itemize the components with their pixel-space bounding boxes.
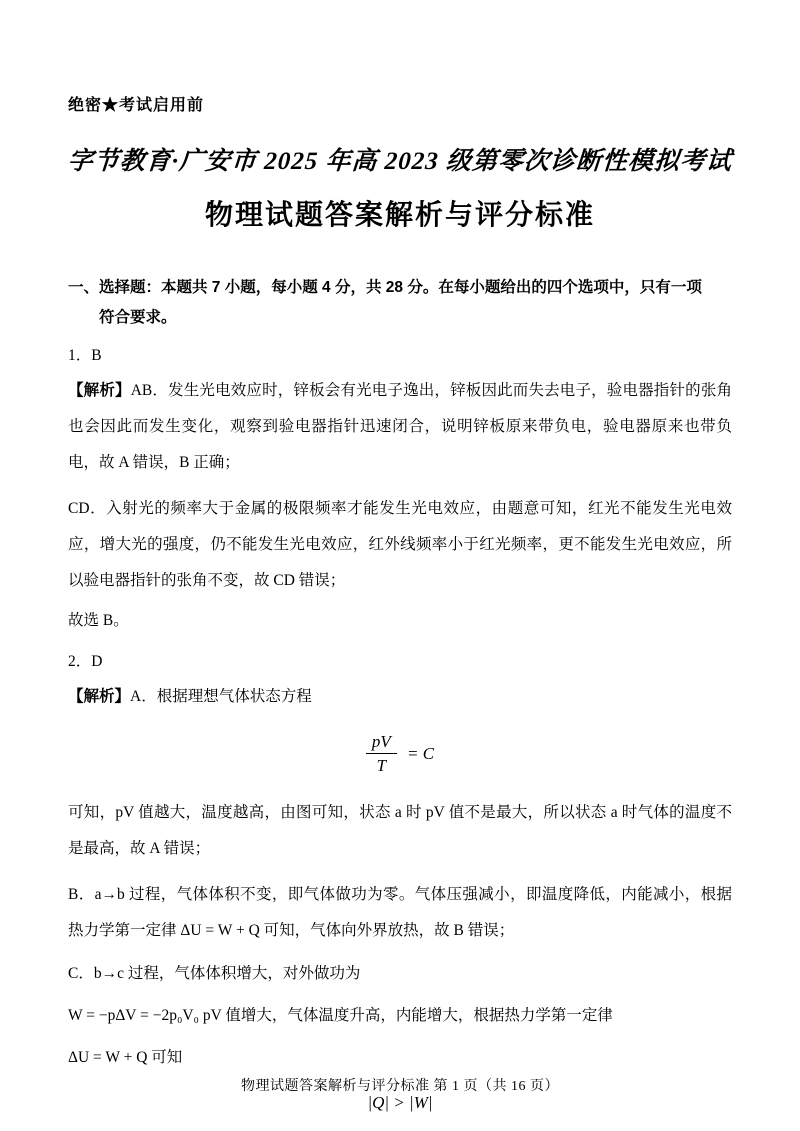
section-instructions xyxy=(68,273,732,333)
question1-analysis-ab-text: AB．发生光电效应时，锌板会有光电子逸出，锌板因此而失去电子，验电器指针的张角也会因此而发生变化，观察到验电器指针迅速闭合，说明锌板原来带负电，验电器原来也带负电，故 A 错误，B 正确； xyxy=(68,382,732,471)
exam-session-title: 字节教育·广安市 2025 年高 2023 级第零次诊断性模拟考试 xyxy=(66,148,734,175)
question2-answer: 2．D xyxy=(68,653,103,670)
question2-analysis-a-intro-text: A．根据理想气体状态方程 xyxy=(130,688,312,705)
question2-analysis-b xyxy=(68,877,732,949)
question2-analysis-c-line2: W = −pΔV = −2p₀V₀ pV 值增大，气体温度升高，内能增大，根据热力学第一定律 xyxy=(68,1006,613,1024)
question2-analysis-b-text: B．a→b 过程，气体体积不变，即气体做功为零。气体压强减小，即温度降低，内能减小，根据热力学第一定律 ΔU = W + Q 可知，气体向外界放热，故 B 错误； xyxy=(68,885,732,939)
question1-analysis-ab xyxy=(68,373,732,481)
fraction-denominator: T xyxy=(376,756,387,776)
question2-analysis-a-text xyxy=(68,795,732,867)
analysis-label: 【解析】 xyxy=(68,688,131,705)
section-instructions-line1: 一、选择题：本题共 7 小题，每小题 4 分，共 28 分。在每小题给出的四个选项中，只有一项 xyxy=(68,279,702,296)
formula-right-side: = C xyxy=(407,743,435,763)
question2-analysis-a-intro xyxy=(68,679,732,715)
ideal-gas-fraction xyxy=(366,731,397,777)
qw-inequality-formula: |Q| > |W| xyxy=(367,1092,433,1112)
analysis-label: 【解析】 xyxy=(68,382,131,399)
section-instructions-line2: 符合要求。 xyxy=(99,309,177,326)
question1-analysis-cd-text: CD．入射光的频率大于金属的极限频率才能发生光电效应，由题意可知，红光不能发生光电效应，增大光的强度，仍不能发生光电效应，红外线频率小于红光频率，更不能发生光电效应，所以验电器指针的张角不变，故 CD 错误； xyxy=(68,500,732,589)
classification-banner: 绝密★考试启用前 xyxy=(68,97,205,114)
fraction-numerator: pV xyxy=(366,731,397,754)
question2-analysis-c-line1: C．b→c 过程，气体体积增大，对外做功为 xyxy=(68,964,361,982)
question2-analysis-c-line3: ΔU = W + Q 可知 xyxy=(68,1048,183,1066)
question1-conclusion: 故选 B。 xyxy=(68,612,129,629)
ideal-gas-formula xyxy=(68,731,732,777)
question2-analysis-a-body: 可知，pV 值越大，温度越高，由图可知，状态 a 时 pV 值不是最大，所以状态 a 时气体的温度不是最高，故 A 错误； xyxy=(68,803,732,857)
question1-answer: 1．B xyxy=(68,347,102,364)
page-title: 物理试题答案解析与评分标准 xyxy=(204,199,595,230)
question1-analysis-cd xyxy=(68,491,732,599)
page-footer: 物理试题答案解析与评分标准 第 1 页（共 16 页） xyxy=(241,1079,559,1094)
